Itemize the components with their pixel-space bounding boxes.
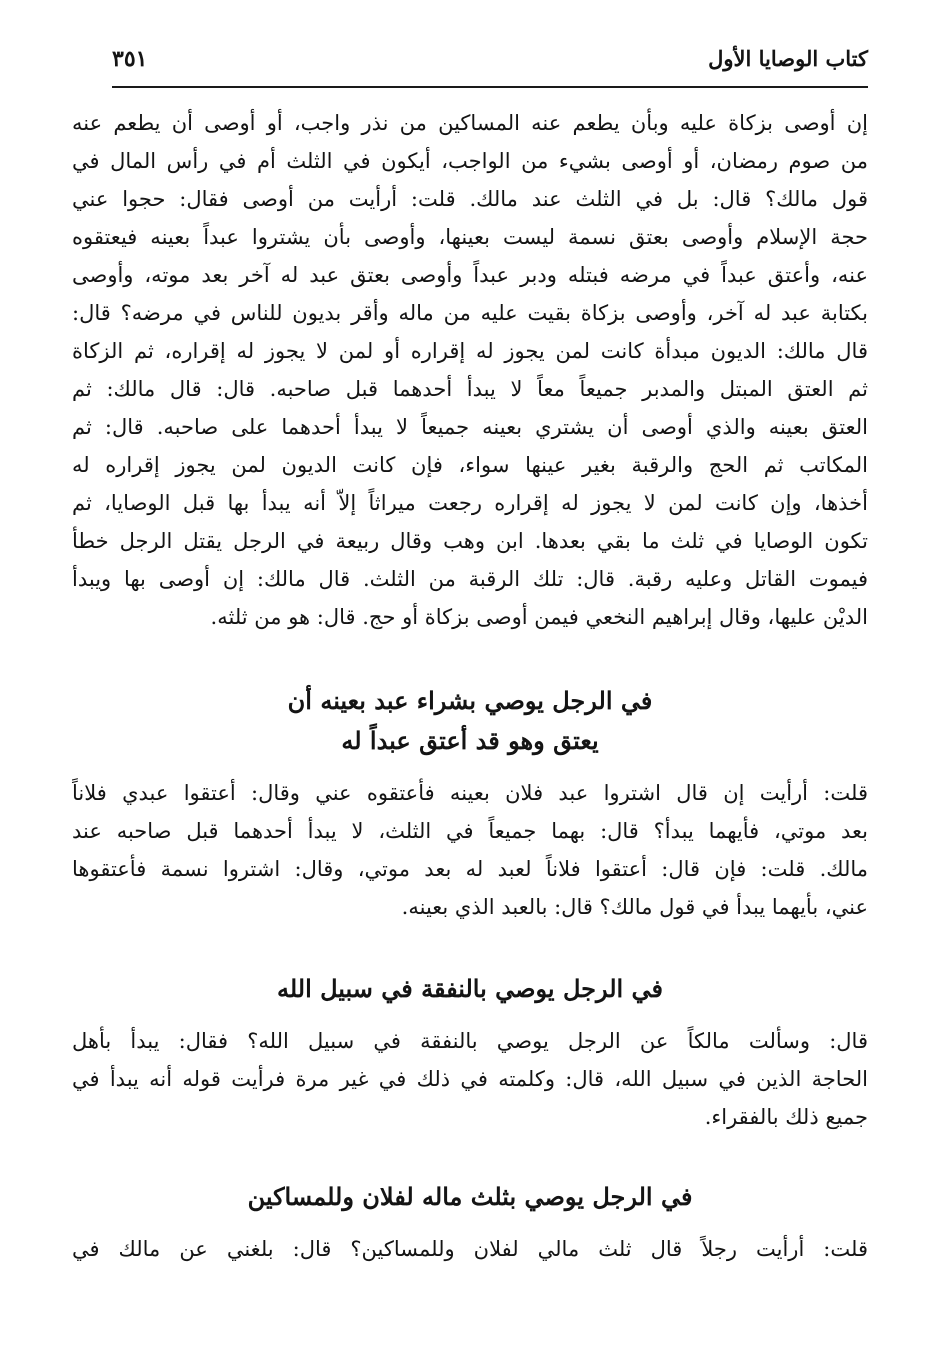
text-line: المكاتب ثم الحج والرقبة بغير عينها سواء، فإن كانت الديون لمن يجوز إقراره له bbox=[72, 453, 868, 477]
text-line: عنه، وأعتق عبداً في مرضه فبتله ودبر عبداً وأوصى بعتق عبد له آخر بعد موته، وأوصى bbox=[72, 263, 868, 287]
text-line: قال مالك: الديون مبدأة كانت لمن يجوز له إقراره أو لمن لا يجوز له إقراره، ثم الزكاة bbox=[72, 339, 868, 363]
section-heading: في الرجل يوصي بالنفقة في سبيل الله bbox=[276, 974, 664, 1003]
section-heading: في الرجل يوصي بشراء عبد بعينه أن bbox=[287, 686, 653, 715]
text-line: قلت: أرأيت رجلاً قال ثلث مالي لفلان وللمساكين؟ قال: بلغني عن مالك في bbox=[72, 1237, 868, 1261]
text-line: حجة الإسلام وأوصى بعتق نسمة ليست بعينها، وأوصى بأن يشتروا عبداً بعينه فيعتقوه bbox=[72, 225, 868, 249]
text-line: بعد موتي، فأيهما يبدأ؟ قال: بهما جميعاً في الثلث، لا يبدأ أحدهما قبل صاحبه عند bbox=[72, 819, 868, 843]
text-line: الديْن عليها، وقال إبراهيم النخعي فيمن أوصى بزكاة أو حج. قال: هو من ثلثه. bbox=[210, 605, 868, 629]
section-heading: في الرجل يوصي بثلث ماله لفلان وللمساكين bbox=[247, 1182, 693, 1211]
page-header bbox=[112, 44, 868, 88]
text-line: إن أوصى بزكاة عليه وبأن يطعم عنه المساكين من نذر واجب، أو أوصى أن يطعم عنه bbox=[72, 111, 868, 135]
text-line: من صوم رمضان، أو أوصى بشيء من الواجب، أيكون في الثلث أم في رأس المال في bbox=[72, 149, 868, 173]
text-line: تكون الوصايا في ثلث ما بقي بعدها. ابن وهب وقال ربيعة في الرجل يقتل الرجل خطأ bbox=[72, 529, 868, 553]
text-line: فيموت القاتل وعليه رقبة. قال: تلك الرقبة من الثلث. قال مالك: إن أوصى بها ويبدأ bbox=[72, 567, 868, 591]
text-line: بكتابة عبد له آخر، وأوصى بزكاة بقيت عليه من ماله وأقر بديون للناس في مرضه؟ قال: bbox=[72, 301, 868, 325]
text-line: قال: وسألت مالكاً عن الرجل يوصي بالنفقة في سبيل الله؟ فقال: يبدأ بأهل bbox=[72, 1029, 868, 1053]
text-line: العتق بعينه والذي أوصى أن يشتري بعينه جميعاً لا يبدأ أحدهما على صاحبه. قال: ثم bbox=[72, 415, 868, 439]
text-line: مالك. قلت: فإن قال: أعتقوا فلاناً لعبد له بعد موتي، وقال: اشتروا نسمة فأعتقوها bbox=[72, 857, 868, 881]
page-number: ٣٥١ bbox=[112, 46, 148, 72]
text-line: قول مالك؟ قال: بل في الثلث عند مالك. قلت: أرأيت من أوصى فقال: حجوا عني bbox=[72, 187, 868, 211]
text-line: عني، بأيهما يبدأ في قول مالك؟ قال: بالعبد الذي بعينه. bbox=[401, 895, 868, 919]
text-line: الحاجة الذين في سبيل الله، قال: وكلمته في ذلك في غير مرة فرأيت قوله أنه يبدأ في bbox=[72, 1067, 868, 1091]
text-line: ثم العتق المبتل والمدبر جميعاً معاً لا يبدأ أحدهما قبل صاحبه. قال: قال مالك: ثم bbox=[72, 377, 868, 401]
text-line: أخذها، وإن كانت لمن لا يجوز له إقراره رجعت ميراثاً إلاّ أنه يبدأ بها قبل الوصايا، ثم bbox=[72, 491, 868, 515]
text-line: قلت: أرأيت إن قال اشتروا عبد فلان بعينه فأعتقوه عني وقال: أعتقوا عبدي فلاناً bbox=[72, 781, 868, 805]
section-heading: يعتق وهو قد أعتق عبداً له bbox=[341, 726, 599, 755]
text-line: جميع ذلك بالفقراء. bbox=[704, 1105, 868, 1129]
running-title: كتاب الوصايا الأول bbox=[708, 46, 868, 71]
